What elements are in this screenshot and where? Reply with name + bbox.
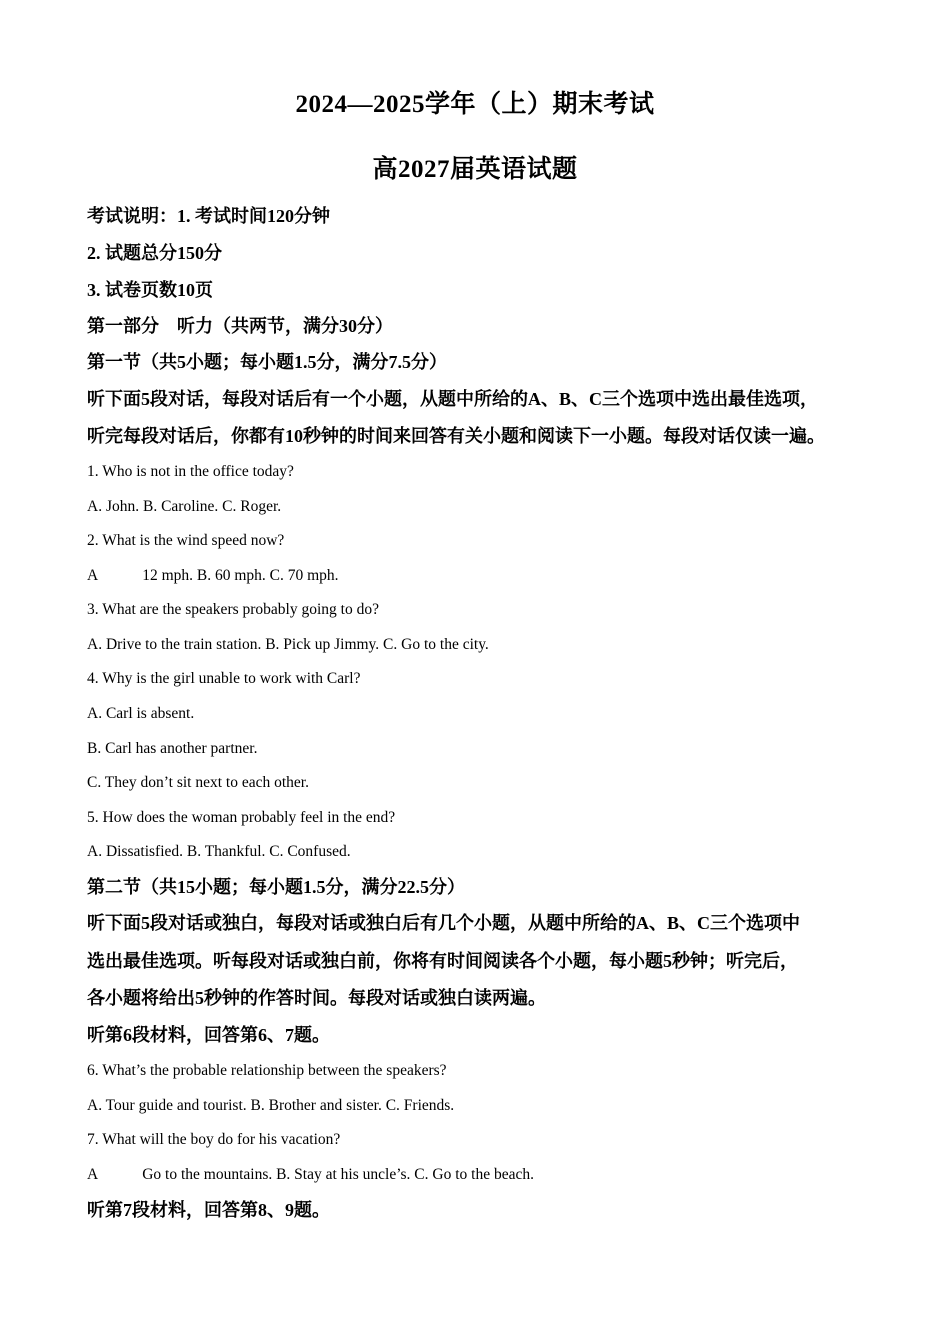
- section1-heading: 第一节（共5小题；每小题1.5分，满分7.5分）: [87, 352, 447, 372]
- question-7-options: [87, 1167, 534, 1183]
- exam-title: 2024—2025学年（上）期末考试: [295, 91, 655, 118]
- question-3: 3. What are the speakers probably going to do?: [87, 601, 379, 618]
- part1-heading: 第一部分 听力（共两节，满分30分）: [87, 316, 393, 336]
- question-6-options: A. Tour guide and tourist. B. Brother and sister. C. Friends.: [87, 1097, 455, 1114]
- section1-directions: 听下面5段对话，每段对话后有一个小题，从题中所给的A、B、C三个选项中选出最佳选项，: [87, 389, 818, 409]
- section2-directions: 各小题将给出5秒钟的作答时间。每段对话或独白读两遍。: [87, 988, 546, 1008]
- question-7: 7. What will the boy do for his vacation?: [87, 1131, 341, 1148]
- option-text: 12 mph. B. 60 mph. C. 70 mph.: [142, 567, 339, 584]
- question-1: 1. Who is not in the office today?: [87, 463, 294, 480]
- material-6-heading: 听第6段材料，回答第6、7题。: [87, 1025, 330, 1045]
- question-4-option-c: C. They don’t sit next to each other.: [87, 774, 309, 791]
- question-4: 4. Why is the girl unable to work with Carl?: [87, 670, 361, 687]
- question-4-option-b: B. Carl has another partner.: [87, 740, 258, 757]
- instruction-score: 2. 试题总分150分: [87, 243, 222, 263]
- question-1-options: A. John. B. Caroline. C. Roger.: [87, 498, 282, 515]
- question-5: 5. How does the woman probably feel in the end?: [87, 809, 396, 826]
- instruction-time: 考试说明：1. 考试时间120分钟: [87, 206, 330, 226]
- material-7-heading: 听第7段材料，回答第8、9题。: [87, 1200, 330, 1220]
- instruction-pages: 3. 试卷页数10页: [87, 280, 213, 300]
- question-6: 6. What’s the probable relationship between the speakers?: [87, 1062, 447, 1079]
- question-2: 2. What is the wind speed now?: [87, 532, 285, 549]
- option-label: A: [87, 567, 99, 584]
- section2-directions: 选出最佳选项。听每段对话或独白前，你将有时间阅读各个小题，每小题5秒钟；听完后，: [87, 951, 798, 971]
- exam-subtitle: 高2027届英语试题: [372, 156, 578, 183]
- option-text: Go to the mountains. B. Stay at his uncle’s. C. Go to the beach.: [142, 1166, 534, 1183]
- section2-heading: 第二节（共15小题；每小题1.5分，满分22.5分）: [87, 877, 465, 897]
- section1-directions: 听完每段对话后，你都有10秒钟的时间来回答有关小题和阅读下一小题。每段对话仅读一遍。: [87, 426, 825, 446]
- question-4-option-a: A. Carl is absent.: [87, 705, 195, 722]
- question-5-options: A. Dissatisfied. B. Thankful. C. Confused.: [87, 843, 351, 860]
- question-2-options: [87, 568, 339, 584]
- option-label: A: [87, 1166, 99, 1183]
- section2-directions: 听下面5段对话或独白，每段对话或独白后有几个小题，从题中所给的A、B、C三个选项中: [87, 913, 800, 933]
- question-3-options: A. Drive to the train station. B. Pick up Jimmy. C. Go to the city.: [87, 636, 489, 653]
